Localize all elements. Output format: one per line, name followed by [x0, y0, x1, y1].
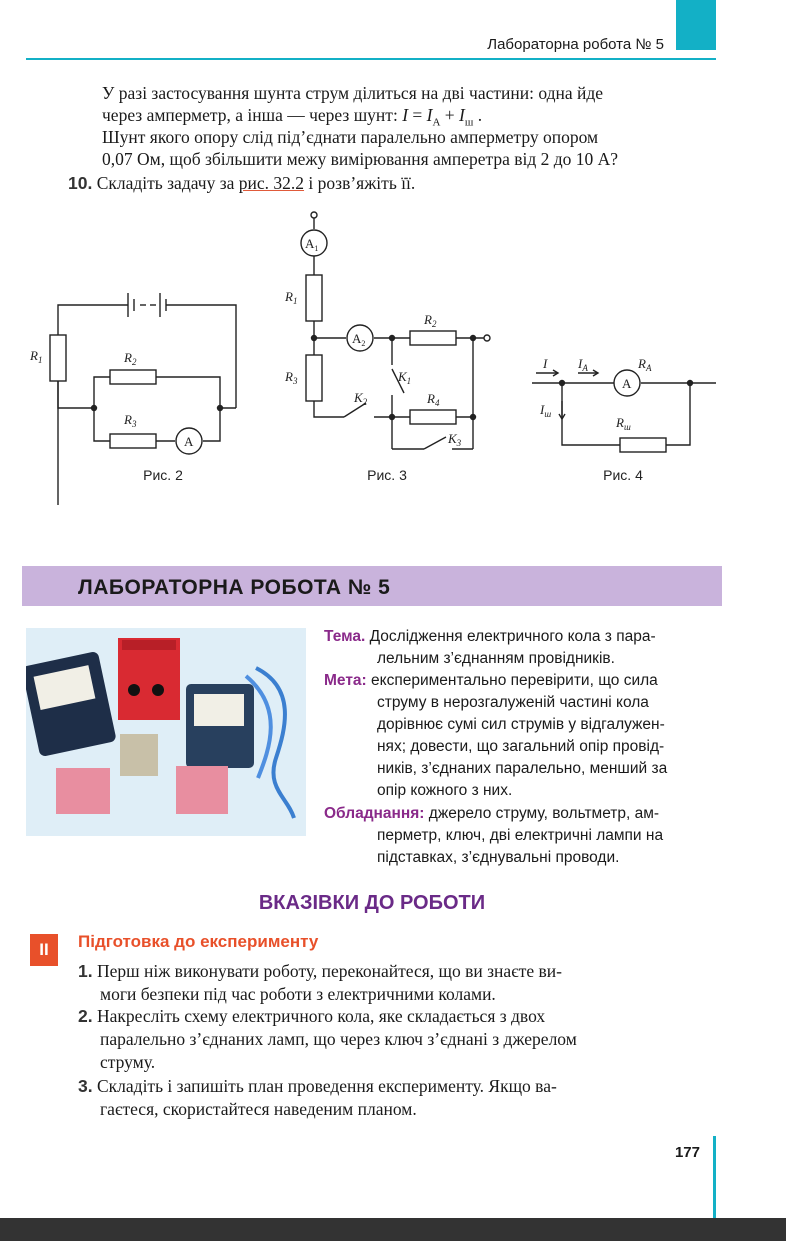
page-number: 177 [674, 1144, 700, 1161]
header-rule [26, 58, 716, 60]
fig4-label-i: I [543, 356, 548, 371]
instructions-subtitle: Підготовка до експерименту [78, 932, 319, 951]
figure-reference-link[interactable]: рис. 32.2 [238, 173, 305, 193]
step-2: 2. Накресліть схему електричного кола, яке складається з двох паралельно з’єднаних ламп, що через ключ з’єднані з джерелом струму. [78, 1006, 577, 1072]
fig2-label-r3: $R_3$ [124, 412, 137, 429]
fig3-label-r4: $R_4$ [427, 391, 440, 408]
equipment-photo [26, 628, 306, 836]
lab-topic: Тема. Дослідження електричного кола з пара- лельним з’єднанням провідників. [324, 628, 656, 667]
fig2-ammeter-label: A [184, 434, 194, 449]
step-3: 3. Складіть і запишіть план проведення експерименту. Якщо ва- гаєтеся, скористайтеся наведеним планом. [78, 1076, 557, 1119]
fig4-label-ra: $R_A$ [638, 356, 652, 373]
fig2-label-r1: $R_1$ [30, 348, 43, 365]
circuit-diagrams [0, 205, 786, 505]
fig4-label-ia: $I_A$ [578, 356, 588, 373]
circuit-fig-3 [301, 212, 490, 449]
lab-equipment: Обладнання: джерело струму, вольтметр, ам- перметр, ключ, дві електричні лампи на підставках, з’єднувальні проводи. [324, 805, 664, 866]
problem-line-4: 0,07 Ом, щоб збільшити межу вимірювання амперетра від 2 до 10 А? [102, 149, 619, 169]
problem-line-3: Шунт якого опору слід під’єднати паралельно амперметру опором [102, 127, 599, 147]
fig3-label-k2: $K_2$ [354, 390, 368, 407]
fig3-ammeter-a2: $A_2$ [352, 331, 366, 348]
lab-title: ЛАБОРАТОРНА РОБОТА № 5 [78, 576, 391, 599]
problem-line-1: У разі застосування шунта струм ділиться на дві частини: одна йде [102, 83, 604, 103]
corner-tab [676, 0, 716, 50]
section-badge: II [30, 934, 58, 966]
step-1: 1. Перш ніж виконувати роботу, переконайтеся, що ви знаєте ви- моги безпеки під час роботи з електричними колами. [78, 961, 562, 1004]
fig3-ammeter-a1: $A_1$ [305, 236, 319, 253]
fig2-label-r2: $R_2$ [124, 350, 137, 367]
fig3-label-r2: $R_2$ [424, 312, 437, 329]
fig4-caption: Рис. 4 [603, 467, 643, 483]
fig3-label-r3: $R_3$ [285, 369, 298, 386]
instructions-title: ВКАЗІВКИ ДО РОБОТИ [258, 892, 486, 914]
lab-goal: Мета: експериментально перевірити, що сила струму в нерозгалуженій частині кола дорівнює сумі сил струмів у відгалужен- нях; довести, що загальний опір провід- ників, з’єднаних паралельно, менший за опір кожного з них. [324, 672, 668, 799]
page-number-rule [713, 1136, 716, 1220]
fig4-ammeter-label: A [622, 376, 632, 391]
fig3-label-k1: $K_1$ [398, 369, 412, 386]
fig4-label-rsh: $R_ш$ [616, 415, 631, 432]
fig3-caption: Рис. 3 [367, 467, 407, 483]
running-title: Лабораторна робота № 5 [487, 36, 664, 53]
fig4-label-ish: $I_ш$ [540, 402, 552, 419]
problem-line-2: через амперметр, а інша — через шунт: $I = I_A + I_ш$ . [102, 105, 483, 129]
fig3-label-k3: $K_3$ [448, 431, 462, 448]
problem-item-10: 10. Складіть задачу за рис. 32.2 і розв’яжіть її. [68, 173, 416, 193]
bottom-bar [0, 1218, 786, 1241]
fig3-label-r1: $R_1$ [285, 289, 298, 306]
fig2-caption: Рис. 2 [143, 467, 183, 483]
equipment-illustration [26, 628, 306, 836]
